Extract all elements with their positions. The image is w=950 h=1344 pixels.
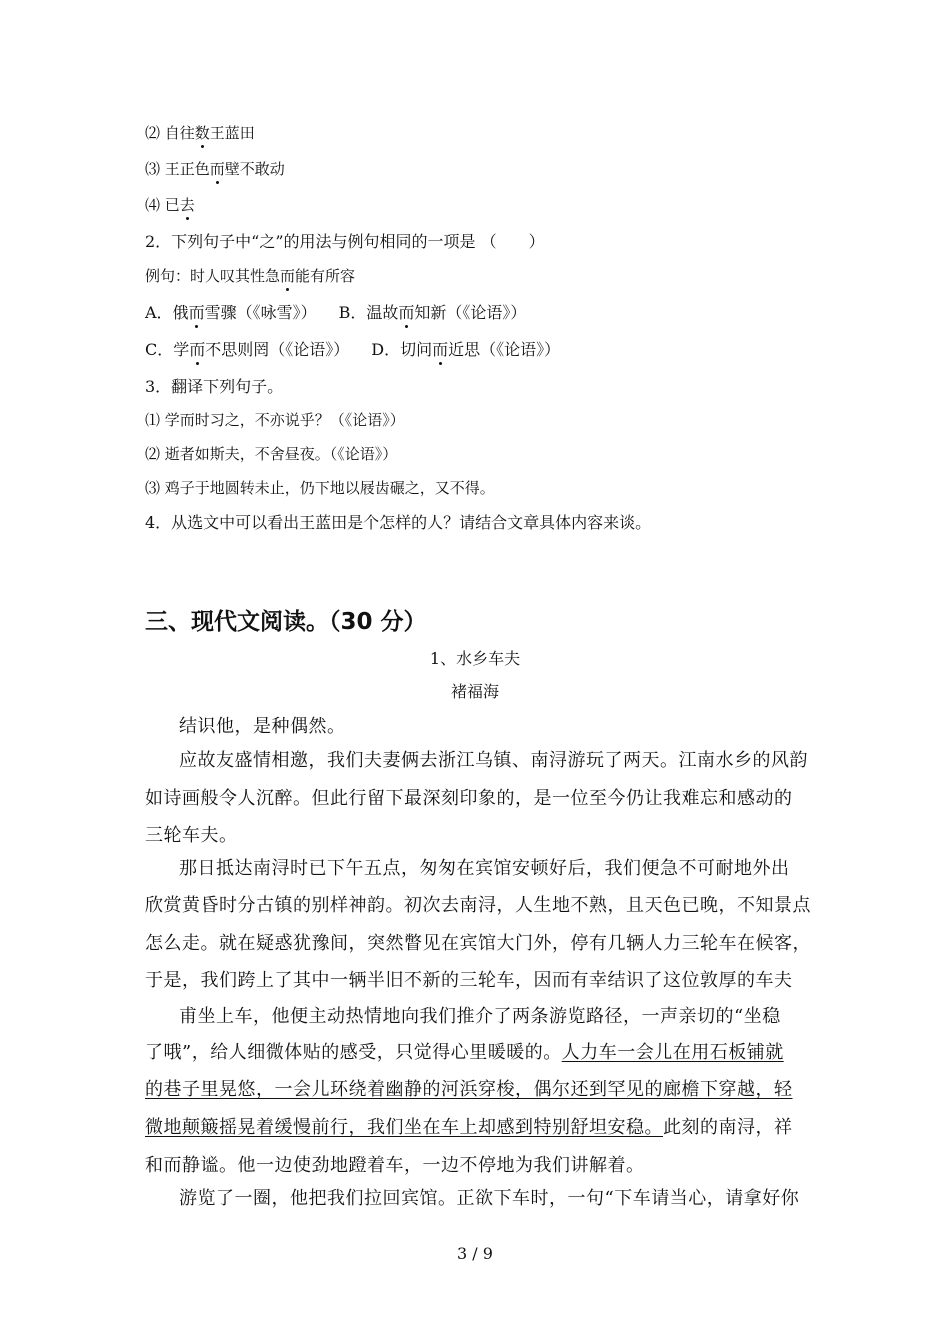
- emphasis-char: 而: [280, 267, 296, 285]
- passage-line: 了哦”，给人细微体贴的感受，只觉得心里暖暖的。人力车一会儿在用石板铺就: [145, 1042, 784, 1063]
- q3-sentence-3: ⑶ 鸡子于地圆转未止，仍下地以屐齿碾之，又不得。: [145, 479, 495, 497]
- passage-line: 欣赏黄昏时分古镇的别样神韵。初次去南浔，人生地不熟，且天色已晚，不知景点: [145, 895, 811, 916]
- passage-line: 和而静谧。他一边使劲地蹬着车，一边不停地为我们讲解着。: [145, 1155, 645, 1176]
- page-number: 3 / 9: [457, 1244, 493, 1263]
- q2-options-cd: [145, 337, 560, 360]
- q3-stem: 3．翻译下列句子。: [145, 377, 284, 396]
- passage-line: 如诗画般令人沉醉。但此行留下最深刻印象的，是一位至今仍让我难忘和感动的: [145, 788, 793, 809]
- passage-line: 微地颠簸摇晃着缓慢前行，我们坐在车上却感到特别舒坦安稳。此刻的南浔，祥: [145, 1117, 793, 1138]
- passage-line: 结识他，是种偶然。: [179, 716, 346, 737]
- q4-stem: 4．从选文中可以看出王蓝田是个怎样的人？请结合文章具体内容来谈。: [145, 513, 652, 532]
- emphasis-char: 而: [209, 160, 225, 178]
- q2-stem: 2．下列句子中“之”的用法与例句相同的一项是 （ ）: [145, 232, 545, 251]
- q1-item-3: ⑶ 王正色而壁不敢动: [145, 160, 285, 178]
- q2-options-ab: [145, 300, 526, 323]
- article-author: 褚福海: [450, 682, 499, 701]
- emphasis-char: 而: [189, 300, 205, 323]
- emphasis-char: 而: [398, 300, 414, 323]
- passage-line: 那日抵达南浔时已下午五点，匆匆在宾馆安顿好后，我们便急不可耐地外出: [179, 858, 790, 879]
- emphasis-char: 而: [189, 337, 205, 360]
- option-d: D．切问而近思（《论语》）: [371, 340, 560, 359]
- q3-sentence-1: ⑴ 学而时习之，不亦说乎？（《论语》）: [145, 411, 405, 429]
- q1-item-2: ⑵ 自往数王蓝田: [145, 124, 255, 142]
- article-title: 1、水乡车夫: [429, 649, 521, 668]
- passage-line: 怎么走。就在疑惑犹豫间，突然瞥见在宾馆大门外，停有几辆人力三轮车在候客，: [145, 933, 811, 954]
- passage-line: 甫坐上车，他便主动热情地向我们推介了两条游览路径，一声亲切的“坐稳: [179, 1006, 781, 1027]
- q1-item-4: ⑷ 已去: [145, 196, 195, 214]
- passage-line: 应故友盛情相邀，我们夫妻俩去浙江乌镇、南浔游玩了两天。江南水乡的风韵: [179, 750, 808, 771]
- option-a: A．俄而雪骤（《咏雪》）: [145, 303, 317, 322]
- option-c: C．学而不思则罔（《论语》）: [145, 340, 349, 359]
- emphasis-char: 去: [179, 196, 195, 214]
- section-heading: 三、现代文阅读。（30 分）: [145, 609, 427, 635]
- emphasis-char: 数: [194, 124, 210, 142]
- passage-line: 游览了一圈，他把我们拉回宾馆。正欲下车时，一句“下车请当心，请拿好你: [179, 1188, 800, 1209]
- option-b: B．温故而知新（《论语》）: [339, 303, 527, 322]
- passage-line: [145, 1075, 793, 1101]
- underlined-sentence: 微地颠簸摇晃着缓慢前行，我们坐在车上却感到特别舒坦安稳。: [145, 1117, 663, 1138]
- passage-line: 于是，我们跨上了其中一辆半旧不新的三轮车，因而有幸结识了这位敦厚的车夫: [145, 970, 793, 991]
- q3-sentence-2: ⑵ 逝者如斯夫，不舍昼夜。（《论语》）: [145, 445, 398, 463]
- emphasis-char: 而: [432, 337, 448, 360]
- q2-example: 例句：时人叹其性急而能有所容: [145, 267, 356, 285]
- underlined-sentence: 人力车一会儿在用石板铺就: [561, 1042, 784, 1063]
- passage-line: 三轮车夫。: [145, 825, 238, 846]
- underlined-sentence: 的巷子里晃悠，一会儿环绕着幽静的河浜穿梭，偶尔还到罕见的廊檐下穿越，轻: [145, 1079, 793, 1100]
